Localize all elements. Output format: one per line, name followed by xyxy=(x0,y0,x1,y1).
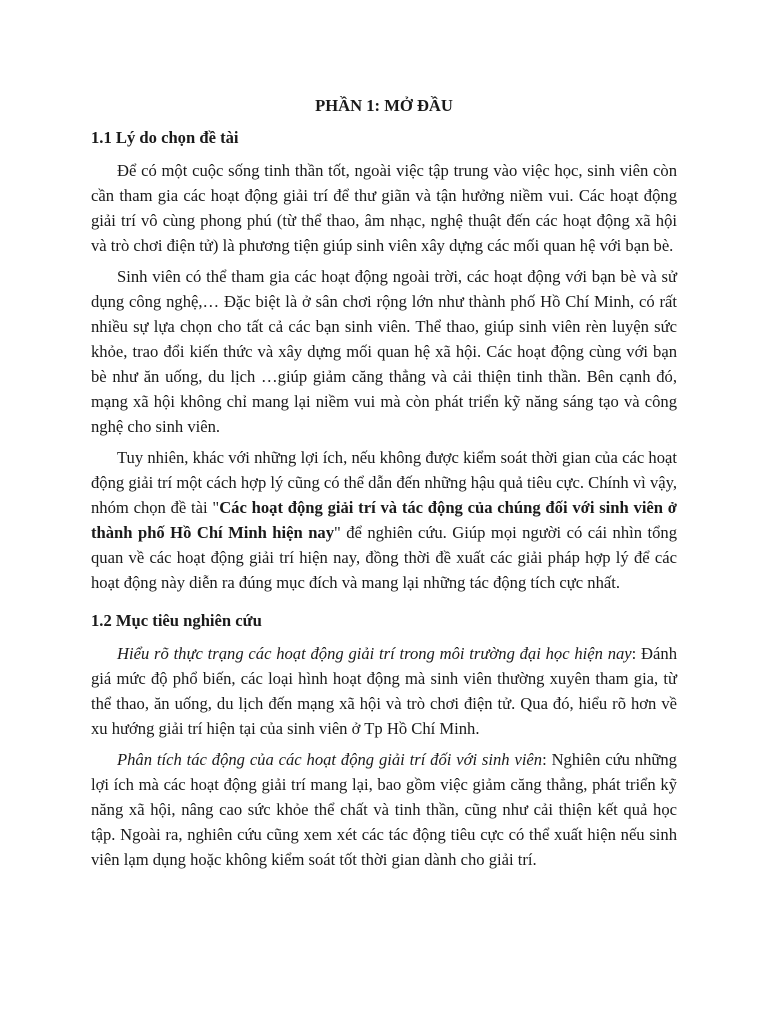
topic-title-bold: Các hoạt động giải trí và tác động của chúng đối với sinh viên ở thành phố Hồ Chí Minh hiện nay xyxy=(91,498,677,542)
objective-1-italic: Hiểu rõ thực trạng các hoạt động giải trí trong môi trường đại học hiện nay xyxy=(117,644,632,663)
section-1-2-paragraph-2 xyxy=(91,747,677,872)
objective-2-text: : Nghiên cứu những lợi ích mà các hoạt động giải trí mang lại, bao gồm việc giảm căng thẳng, phát triển kỹ năng xã hội, nâng cao sức khỏe thể chất và tinh thần, cũng như cải thiện kết quả học tập. Ngoài ra, nghiên cứu cũng xem xét các tác động tiêu cực có thể xuất hiện nếu sinh viên lạm dụng hoặc không kiểm soát tốt thời gian dành cho giải trí. xyxy=(91,750,677,869)
section-1-1-paragraph-1: Để có một cuộc sống tinh thần tốt, ngoài việc tập trung vào việc học, sinh viên còn cần tham gia các hoạt động giải trí để thư giãn và tận hưởng niềm vui. Các hoạt động giải trí vô cùng phong phú (từ thể thao, âm nhạc, nghệ thuật đến các hoạt động xã hội và trò chơi điện tử) là phương tiện giúp sinh viên xây dựng các mối quan hệ với bạn bè. xyxy=(91,161,677,255)
section-heading-1-1: 1.1 Lý do chọn đề tài xyxy=(91,128,239,147)
paragraph-3-text-after: " để nghiên cứu. Giúp mọi người có cái nhìn tổng quan về các hoạt động giải trí hiện nay, đồng thời đề xuất các giải pháp hợp lý để các hoạt động này diễn ra đúng mục đích và mang lại những tác động tích cực nhất. xyxy=(91,523,677,592)
paragraph-3-text-before: Tuy nhiên, khác với những lợi ích, nếu không được kiểm soát thời gian của các hoạt động giải trí một cách hợp lý cũng có thể dẫn đến những hậu quả tiêu cực. Chính vì vậy, nhóm chọn đề tài " xyxy=(91,448,677,517)
section-1-1-paragraph-2: Sinh viên có thể tham gia các hoạt động ngoài trời, các hoạt động với bạn bè và sử dụng công nghệ,… Đặc biệt là ở sân chơi rộng lớn như thành phố Hồ Chí Minh, có rất nhiều sự lựa chọn cho tất cả các bạn sinh viên. Thể thao, giúp sinh viên rèn luyện sức khỏe, trao đổi kiến thức và xây dựng mối quan hệ xã hội. Các hoạt động cùng với bạn bè như ăn uống, du lịch …giúp giảm căng thẳng và cải thiện tinh thần. Bên cạnh đó, mạng xã hội không chỉ mang lại niềm vui mà còn phát triển kỹ năng sáng tạo và công nghệ cho sinh viên. xyxy=(91,267,677,436)
section-1-2-paragraph-1 xyxy=(91,641,677,741)
section-1-1-paragraph-3 xyxy=(91,445,677,595)
part-title: PHẦN 1: MỞ ĐẦU xyxy=(315,96,453,115)
objective-1-text: : Đánh giá mức độ phổ biến, các loại hình hoạt động mà sinh viên thường xuyên tham gia, từ thể thao, ăn uống, du lịch đến mạng xã hội và trò chơi điện tử. Qua đó, hiểu rõ hơn về xu hướng giải trí hiện tại của sinh viên ở Tp Hồ Chí Minh. xyxy=(91,644,678,738)
objective-2-italic: Phân tích tác động của các hoạt động giải trí đối với sinh viên xyxy=(117,750,543,769)
section-heading-1-2: 1.2 Mục tiêu nghiên cứu xyxy=(91,611,262,630)
